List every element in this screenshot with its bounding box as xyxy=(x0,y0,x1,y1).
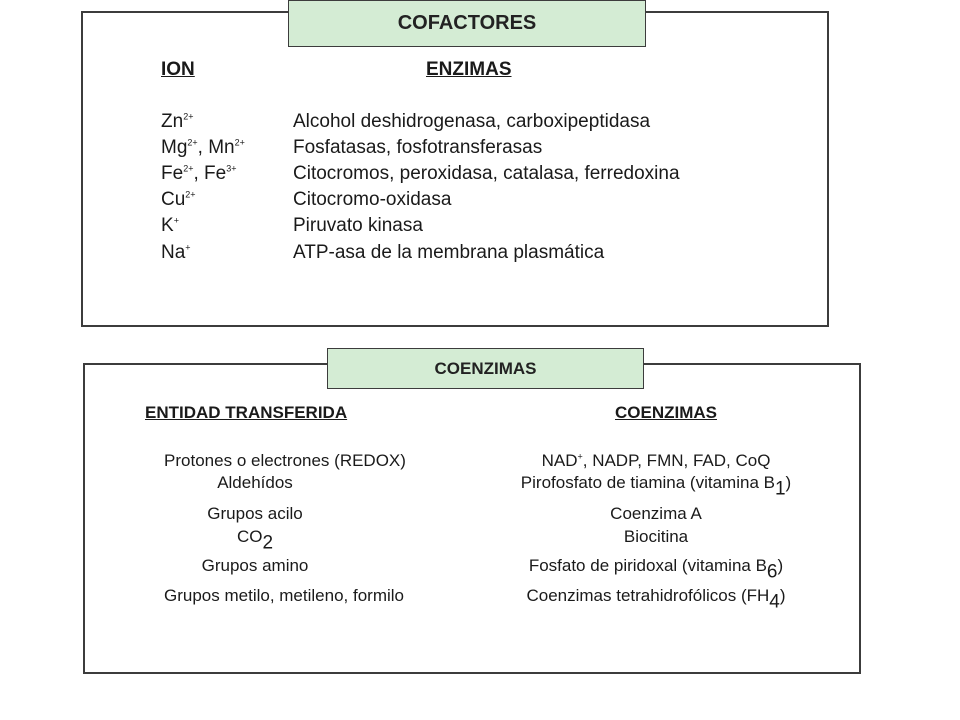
enzima-cell: Citocromos, peroxidasa, catalasa, ferredoxina xyxy=(293,163,680,184)
superscript: + xyxy=(185,242,191,253)
entidad-cell: CO2 xyxy=(236,527,274,554)
entidad-cell: Grupos amino xyxy=(201,556,309,575)
ion-cell: $Zn^{2+}$ xyxy=(161,111,194,132)
cofactores-title: COFACTORES xyxy=(288,0,646,47)
entidad-cell: Protones o electrones (REDOX) xyxy=(164,451,406,470)
coenzima-cell: Coenzimas tetrahidrofólicos (FH4) xyxy=(526,586,786,613)
enzima-cell: Alcohol deshidrogenasa, carboxipeptidasa xyxy=(293,111,651,132)
enzimas-column-header: ENZIMAS xyxy=(426,59,512,80)
superscript: + xyxy=(173,215,179,226)
coenzimas-title: COENZIMAS xyxy=(327,348,644,389)
coenzima-cell: Coenzima A xyxy=(610,504,702,523)
subscript: 6 xyxy=(766,561,778,583)
superscript: 2+ xyxy=(183,163,194,174)
superscript: 2+ xyxy=(187,137,198,148)
coenzima-cell: NAD+, NADP, FMN, FAD, CoQ xyxy=(541,451,771,470)
coenzima-cell: Biocitina xyxy=(623,527,689,546)
enzima-cell: Piruvato kinasa xyxy=(293,215,423,236)
subscript: 2 xyxy=(262,532,274,554)
superscript: 2+ xyxy=(183,111,194,122)
ion-cell: $Fe^{2+}$, $Fe^{3+}$ xyxy=(161,163,237,184)
coenzima-cell: Fosfato de piridoxal (vitamina B6) xyxy=(528,556,784,583)
ion-cell: $Cu^{2+}$ xyxy=(161,189,196,210)
entidad-cell: Grupos acilo xyxy=(207,504,303,523)
enzima-cell: Citocromo-oxidasa xyxy=(293,189,452,210)
subscript: 1 xyxy=(774,478,786,500)
superscript: 3+ xyxy=(226,163,237,174)
entidad-cell: Grupos metilo, metileno, formilo xyxy=(164,586,404,605)
superscript: 2+ xyxy=(185,189,196,200)
enzima-cell: ATP-asa de la membrana plasmática xyxy=(293,242,605,263)
ion-cell: K+ xyxy=(161,215,179,236)
subscript: 4 xyxy=(769,591,780,613)
ion-cell: $Mg^{2+}$, $Mn^{2+}$ xyxy=(161,137,245,158)
entidad-column-header: ENTIDAD TRANSFERIDA xyxy=(145,403,348,422)
superscript: + xyxy=(577,451,583,462)
entidad-cell: Aldehídos xyxy=(217,473,293,492)
enzima-cell: Fosfatasas, fosfotransferasas xyxy=(293,137,543,158)
superscript: 2+ xyxy=(234,137,245,148)
coenzima-cell: Pirofosfato de tiamina (vitamina B1) xyxy=(520,473,792,500)
ion-cell: Na+ xyxy=(161,242,191,263)
coenzimas-column-header: COENZIMAS xyxy=(615,403,717,422)
ion-column-header: ION xyxy=(161,59,195,80)
